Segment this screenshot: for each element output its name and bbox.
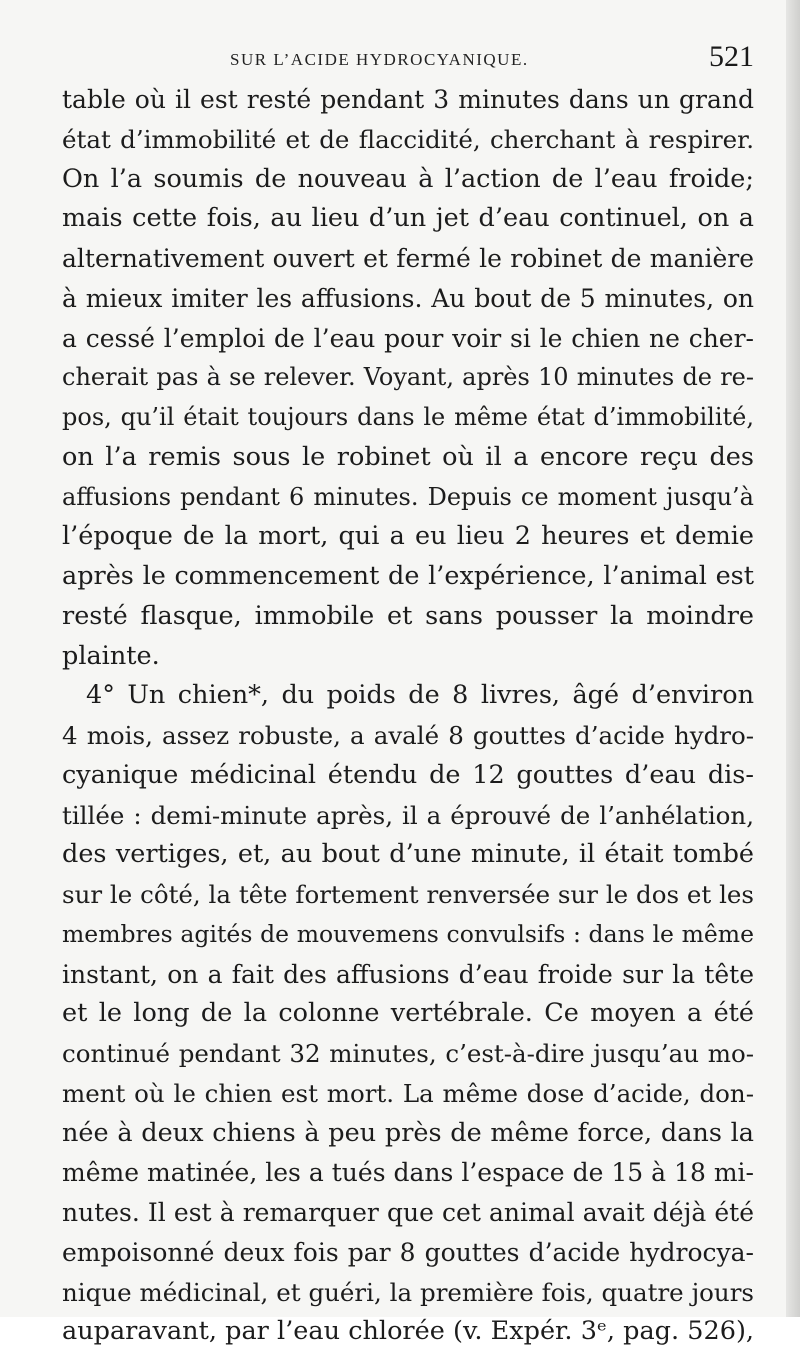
- text-line: affusions pendant 6 minutes. Depuis ce moment jusqu’à: [62, 482, 754, 511]
- text-line: tillée : demi-minute après, il a éprouvé de l’anhélation,: [62, 800, 754, 830]
- text-line: continué pendant 32 minutes, c’est-à-dire jusqu’au mo-: [62, 1039, 754, 1068]
- text-line-paragraph-end: plainte.: [62, 640, 160, 671]
- text-line: nutes. Il est à remarquer que cet animal avait déjà été: [62, 1198, 754, 1227]
- running-title: SUR L’ACIDE HYDROCYANIQUE.: [230, 50, 529, 69]
- text-line: resté flasque, immobile et sans pousser la moindre: [62, 600, 754, 631]
- text-line: pos, qu’il était toujours dans le même état d’immobilité,: [62, 403, 754, 431]
- text-line: ment où le chien est mort. La même dose d’acide, don-: [62, 1078, 754, 1108]
- body-text: [62, 80, 754, 1352]
- text-line: à mieux imiter les affusions. Au bout de 5 minutes, on: [62, 283, 754, 313]
- text-line: alternativement ouvert et fermé le robinet de manière: [62, 244, 754, 273]
- text-line: instant, on a fait des affusions d’eau froide sur la tête: [62, 959, 754, 989]
- text-line: l’époque de la mort, qui a eu lieu 2 heures et demie: [62, 521, 754, 552]
- text-line: a cessé l’emploi de l’eau pour voir si le chien ne cher-: [62, 323, 754, 353]
- text-line: même matinée, les a tués dans l’espace de 15 à 18 mi-: [62, 1158, 754, 1188]
- text-line: cherait pas à se relever. Voyant, après 10 minutes de re-: [62, 363, 754, 392]
- text-line: empoisonné deux fois par 8 gouttes d’acide hydrocya-: [62, 1237, 754, 1267]
- text-line: cyanique médicinal étendu de 12 gouttes d’eau dis-: [62, 759, 754, 790]
- text-line: auparavant, par l’eau chlorée (v. Expér. 3ᵉ, pag. 526),: [62, 1316, 754, 1347]
- text-line: des vertiges, et, au bout d’une minute, il était tombé: [62, 839, 754, 870]
- text-line: membres agités de mouvemens convulsifs : dans le même: [62, 919, 754, 948]
- text-line: née à deux chiens à peu près de même force, dans la: [62, 1117, 754, 1148]
- text-line: mais cette fois, au lieu d’un jet d’eau continuel, on a: [62, 203, 754, 234]
- text-line-paragraph-start: 4° Un chien*, du poids de 8 livres, âgé d’environ: [86, 680, 754, 711]
- page-edge: [786, 0, 800, 1317]
- running-head: [62, 38, 754, 78]
- text-line: état d’immobilité et de flaccidité, cherchant à respirer.: [62, 124, 754, 154]
- text-line: on l’a remis sous le robinet où il a encore reçu des: [62, 441, 754, 472]
- text-line: sur le côté, la tête fortement renversée sur le dos et les: [62, 880, 754, 909]
- text-line: On l’a soumis de nouveau à l’action de l’eau froide;: [62, 163, 754, 194]
- text-line: table où il est resté pendant 3 minutes dans un grand: [62, 85, 754, 114]
- text-line: 4 mois, assez robuste, a avalé 8 gouttes d’acide hydro-: [62, 721, 754, 750]
- page-number: 521: [709, 40, 754, 73]
- text-line: nique médicinal, et guéri, la première fois, quatre jours: [62, 1277, 754, 1307]
- text-line: après le commencement de l’expérience, l’animal est: [62, 561, 754, 591]
- text-line: et le long de la colonne vertébrale. Ce moyen a été: [62, 998, 754, 1029]
